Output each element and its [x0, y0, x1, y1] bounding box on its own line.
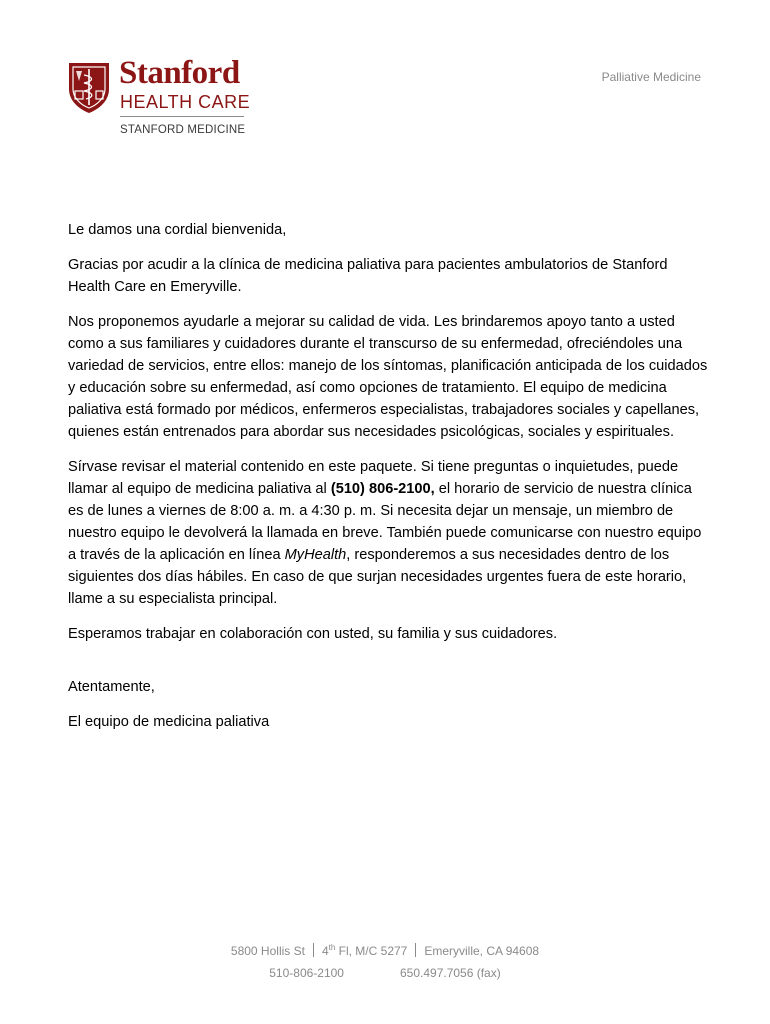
department-label: Palliative Medicine	[601, 70, 701, 84]
letter-greeting: Le damos una cordial bienvenida,	[68, 222, 287, 238]
stanford-health-care-logo	[67, 55, 257, 141]
phone-number: (510) 806-2100,	[330, 481, 435, 497]
footer-fax: 650.497.7056 (fax)	[399, 966, 501, 980]
app-name: MyHealth	[284, 547, 347, 563]
footer-separator	[313, 943, 314, 957]
letter-closing: Atentamente,	[68, 679, 155, 695]
brand-division: STANFORD MEDICINE	[120, 124, 246, 136]
letter-paragraph: Gracias por acudir a la clínica de medicina paliativa para pacientes ambulatorios de Stanford Health Care en Emeryville.	[68, 257, 668, 295]
footer	[0, 940, 770, 984]
footer-floor-number: 4	[321, 944, 329, 958]
footer-city: Emeryville, CA 94608	[424, 944, 540, 958]
footer-contacts	[0, 962, 770, 984]
letter-signature: El equipo de medicina paliativa	[68, 714, 270, 730]
footer-phone: 510-806-2100	[269, 966, 344, 980]
letter-paragraph: Esperamos trabajar en colaboración con usted, su familia y sus cuidadores.	[68, 626, 558, 642]
stanford-shield-icon	[67, 61, 111, 115]
letter-paragraph	[68, 456, 708, 610]
paragraph-text: el horario de servicio de nuestra clínica es de lunes a viernes de 8:00 a. m. a 4:30 p. m. Si necesita dejar un mensaje, un miembro de nuestro equipo le devolverá la llamada en breve. También puede comunicarse con nuestro equipo a través de la aplicación en línea	[68, 481, 702, 563]
letter-body	[68, 219, 708, 746]
footer-floor	[322, 944, 407, 958]
paragraph-text: , responderemos a sus necesidades dentro de los siguientes dos días hábiles. En caso de que surjan necesidades urgentes fuera de este horario, llame a su especialista principal.	[68, 547, 687, 607]
footer-separator	[415, 943, 416, 957]
footer-floor-suffix: th	[328, 943, 336, 952]
letter-paragraph: Nos proponemos ayudarle a mejorar su calidad de vida. Les brindaremos apoyo tanto a usted como a sus familiares y cuidadores durante el transcurso de su enfermedad, ofreciéndoles una variedad de servicios, entre ellos: manejo de los síntomas, planificación anticipada de los cuidados y educación sobre su enfermedad, así como opciones de tratamiento. El equipo de medicina paliativa está formado por médicos, enfermeros especialistas, trabajadores sociales y capellanes, quienes están entrenados para abordar sus necesidades psicológicas, sociales y espirituales.	[68, 314, 708, 440]
footer-street: 5800 Hollis St	[230, 944, 305, 958]
footer-address	[0, 940, 770, 962]
brand-subtitle: HEALTH CARE	[120, 92, 251, 112]
brand-name: Stanford	[119, 55, 240, 91]
paragraph-text: Sírvase revisar el material contenido en este paquete. Si tiene preguntas o inquietudes, puede llamar al equipo de medicina paliativa al	[68, 459, 679, 497]
brand-divider	[120, 116, 244, 117]
footer-floor-rest: Fl, M/C 5277	[335, 944, 408, 958]
